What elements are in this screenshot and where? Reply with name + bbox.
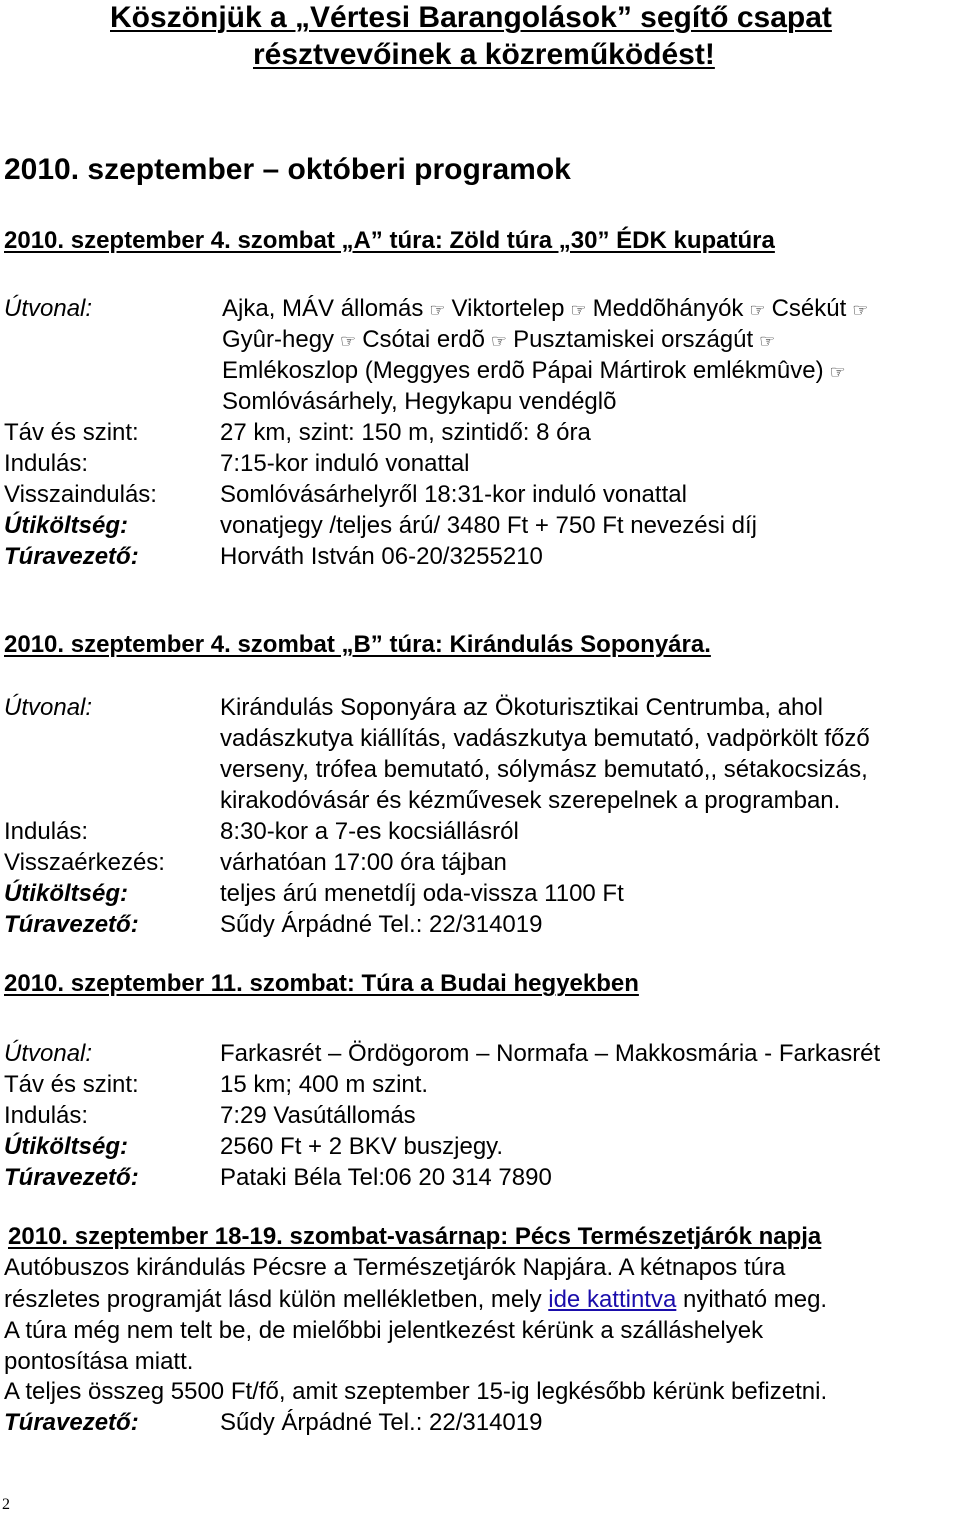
- tour-d-paragraph-4: pontosítása miatt.: [4, 1348, 194, 1375]
- tour-d-paragraph-3: A túra még nem telt be, de mielőbbi jelentkezést kérünk a szálláshelyek: [4, 1317, 764, 1344]
- label-tav-es-szint: Táv és szint:: [4, 419, 139, 446]
- tour-d-leader-value: Sűdy Árpádné Tel.: 22/314019: [220, 1409, 543, 1436]
- tour-d-p2-after: nyitható meg.: [676, 1286, 828, 1313]
- thanks-line-2: résztvevőinek a közreműködést!: [253, 38, 715, 71]
- tour-d-paragraph-1: Autóbuszos kirándulás Pécsre a Természetjárók Napjára. A kétnapos túra: [4, 1254, 786, 1281]
- tour-d-paragraph-2: [4, 1284, 827, 1315]
- tour-b-heading: 2010. szeptember 4. szombat „B” túra: Kirándulás Soponyára.: [4, 631, 711, 658]
- value-utikoltseg: vonatjegy /teljes árú/ 3480 Ft + 750 Ft nevezési díj: [220, 512, 757, 539]
- value-tav-es-szint: 27 km, szint: 150 m, szintidő: 8 óra: [220, 419, 591, 446]
- pointing-hand-icon: ☞: [570, 300, 587, 321]
- label-turavezeto: Túravezető:: [4, 1164, 139, 1191]
- pointing-hand-icon: ☞: [829, 362, 846, 383]
- attachment-link[interactable]: ide kattintva: [548, 1286, 677, 1313]
- tour-d-p2-before: részletes programját lásd külön mellékletben, mely: [4, 1286, 549, 1313]
- tour-c-heading: 2010. szeptember 11. szombat: Túra a Budai hegyekben: [4, 970, 639, 997]
- tour-b-route-line: vadászkutya kiállítás, vadászkutya bemutató, vadpörkölt főző: [220, 725, 870, 752]
- tour-d-paragraph-5: A teljes összeg 5500 Ft/fő, amit szeptember 15-ig legkésőbb kérünk befizetni.: [4, 1378, 828, 1405]
- value-visszaerkezes: várhatóan 17:00 óra tájban: [220, 849, 507, 876]
- label-utikoltseg: Útiköltség:: [4, 1133, 129, 1160]
- tour-a-route-line: [222, 324, 781, 357]
- value-turavezeto: Sűdy Árpádné Tel.: 22/314019: [220, 911, 543, 938]
- value-utvonal: Farkasrét – Ördögorom – Normafa – Makkosmária - Farkasrét: [220, 1040, 881, 1067]
- label-indulas: Indulás:: [4, 818, 89, 845]
- page-number: 2: [2, 1496, 10, 1513]
- programs-title: 2010. szeptember – októberi programok: [4, 153, 571, 186]
- value-turavezeto: Pataki Béla Tel:06 20 314 7890: [220, 1164, 552, 1191]
- thanks-line-1: Köszönjük a „Vértesi Barangolások” segítő csapat: [110, 1, 832, 34]
- tour-d-leader-label: Túravezető:: [4, 1409, 139, 1436]
- label-utvonal: Útvonal:: [4, 1040, 93, 1067]
- pointing-hand-icon: ☞: [429, 300, 446, 321]
- tour-b-route-line: verseny, trófea bemutató, sólymász bemutató,, sétakocsizás,: [220, 756, 868, 783]
- label-utikoltseg: Útiköltség:: [4, 512, 129, 539]
- value-utikoltseg: teljes árú menetdíj oda-vissza 1100 Ft: [220, 880, 624, 907]
- route-stop: Viktortelep: [451, 295, 565, 322]
- pointing-hand-icon: ☞: [852, 300, 869, 321]
- label-turavezeto: Túravezető:: [4, 543, 139, 570]
- tour-a-route-line: [222, 293, 874, 326]
- pointing-hand-icon: ☞: [749, 300, 766, 321]
- label-utikoltseg: Útiköltség:: [4, 880, 129, 907]
- route-stop: Meddõhányók: [592, 295, 744, 322]
- value-indulas: 8:30-kor a 7-es kocsiállásról: [220, 818, 519, 845]
- tour-d-heading: 2010. szeptember 18-19. szombat-vasárnap: Pécs Természetjárók napja: [8, 1223, 822, 1250]
- label-tav-es-szint: Táv és szint:: [4, 1071, 139, 1098]
- route-stop: Emlékoszlop (Meggyes erdõ Pápai Mártirok emlékmûve): [222, 357, 824, 384]
- route-stop: Csótai erdõ: [362, 326, 485, 353]
- tour-a-route-line: [222, 355, 852, 388]
- tour-a-route-label: Útvonal:: [4, 295, 93, 322]
- pointing-hand-icon: ☞: [340, 331, 357, 352]
- value-tav-es-szint: 15 km; 400 m szint.: [220, 1071, 429, 1098]
- label-visszaerkezes: Visszaérkezés:: [4, 849, 165, 876]
- tour-b-route-line: kirakodóvásár és kézművesek szerepelnek a programban.: [220, 787, 841, 814]
- label-visszaindulas: Visszaindulás:: [4, 481, 157, 508]
- tour-a-route-line: [222, 386, 616, 417]
- value-utikoltseg: 2560 Ft + 2 BKV buszjegy.: [220, 1133, 504, 1160]
- label-indulas: Indulás:: [4, 1102, 89, 1129]
- tour-b-route-line: Kirándulás Soponyára az Ökoturisztikai Centrumba, ahol: [220, 694, 823, 721]
- route-stop: Pusztamiskei országút: [513, 326, 754, 353]
- pointing-hand-icon: ☞: [759, 331, 776, 352]
- value-turavezeto: Horváth István 06-20/3255210: [220, 543, 543, 570]
- route-stop: Csékút: [771, 295, 847, 322]
- route-stop: Gyûr-hegy: [222, 326, 335, 353]
- tour-a-heading: 2010. szeptember 4. szombat „A” túra: Zöld túra „30” ÉDK kupatúra: [4, 227, 775, 254]
- label-indulas: Indulás:: [4, 450, 89, 477]
- value-indulas: 7:15-kor induló vonattal: [220, 450, 470, 477]
- route-stop: Somlóvásárhely, Hegykapu vendéglõ: [222, 388, 617, 415]
- value-indulas: 7:29 Vasútállomás: [220, 1102, 416, 1129]
- pointing-hand-icon: ☞: [490, 331, 508, 352]
- label-turavezeto: Túravezető:: [4, 911, 139, 938]
- route-stop: Ajka, MÁV állomás: [222, 295, 424, 322]
- value-visszaindulas: Somlóvásárhelyről 18:31-kor induló vonattal: [220, 481, 687, 508]
- tour-b-route-label: Útvonal:: [4, 694, 93, 721]
